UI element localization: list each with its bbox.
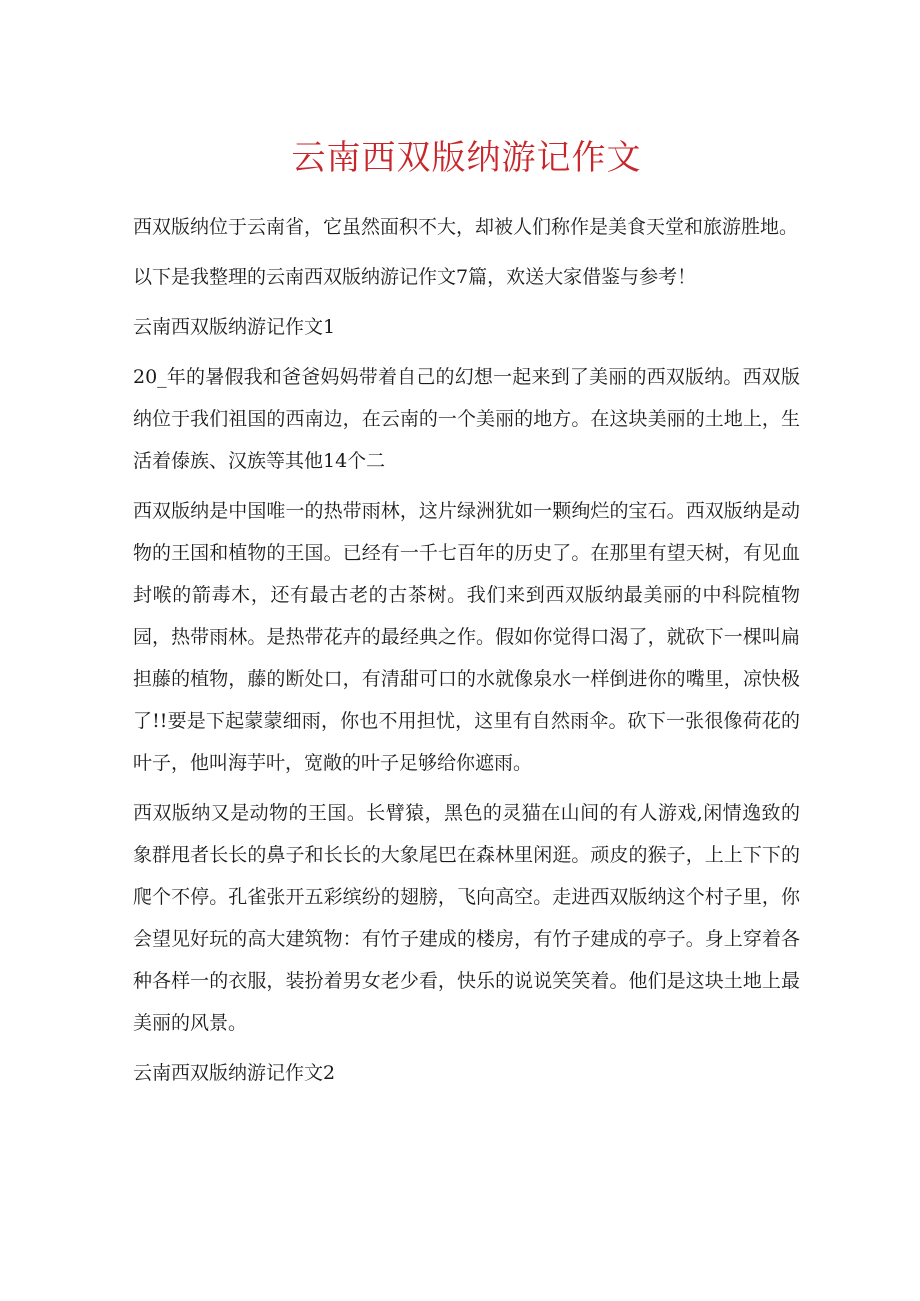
spacer	[133, 482, 800, 490]
section-heading-2: 云南西双版纳游记作文2	[133, 1062, 336, 1084]
section-heading-1: 云南西双版纳游记作文1	[133, 316, 336, 338]
intro-line-1: 西双版纳位于云南省，它虽然面积不大，却被人们称作是美食天堂和旅游胜地。	[133, 216, 799, 238]
document-title: 云南西双版纳游记作文	[291, 138, 642, 178]
spacer	[133, 298, 800, 306]
spacer	[133, 1044, 800, 1052]
spacer	[133, 784, 800, 792]
intro-line-2: 以下是我整理的云南西双版纳游记作文7篇，欢送大家借鉴与参考！	[133, 266, 697, 288]
spacer	[133, 348, 800, 356]
section1-paragraph-3: 西双版纳又是动物的王国。长臂猿，黑色的灵猫在山间的有人游戏,闲情逸致的象群甩者长长的鼻子和长长的大象尾巴在森林里闲逛。顽皮的猴子，上上下下的爬个不停。孔雀张开五彩缤纷的翅膀，飞向高空。走进西双版纳这个村子里，你会望见好玩的高大建筑物：有竹子建成的楼房，有竹子建成的亭子。身上穿着各种各样一的衣服，装扮着男女老少看，快乐的说说笑笑着。他们是这块土地上最美丽的风景。	[133, 802, 800, 1034]
spacer	[133, 248, 800, 256]
section1-paragraph-2: 西双版纳是中国唯一的热带雨林，这片绿洲犹如一颗绚烂的宝石。西双版纳是动物的王国和植物的王国。已经有一千七百年的历史了。在那里有望天树，有见血封喉的箭毒木，还有最古老的古茶树。我们来到西双版纳最美丽的中科院植物园，热带雨林。是热带花卉的最经典之作。假如你觉得口渴了，就砍下一棵叫扁担藤的植物，藤的断处口，有清甜可口的水就像泉水一样倒进你的嘴里，凉快极了!!要是下起蒙蒙细雨，你也不用担忧，这里有自然雨伞。砍下一张很像荷花的叶子，他叫海芋叶，宽敞的叶子足够给你遮雨。	[133, 500, 800, 774]
section1-paragraph-1: 20_年的暑假我和爸爸妈妈带着自己的幻想一起来到了美丽的西双版纳。西双版纳位于我们祖国的西南边，在云南的一个美丽的地方。在这块美丽的土地上，生活着傣族、汉族等其他14个二	[133, 366, 800, 472]
